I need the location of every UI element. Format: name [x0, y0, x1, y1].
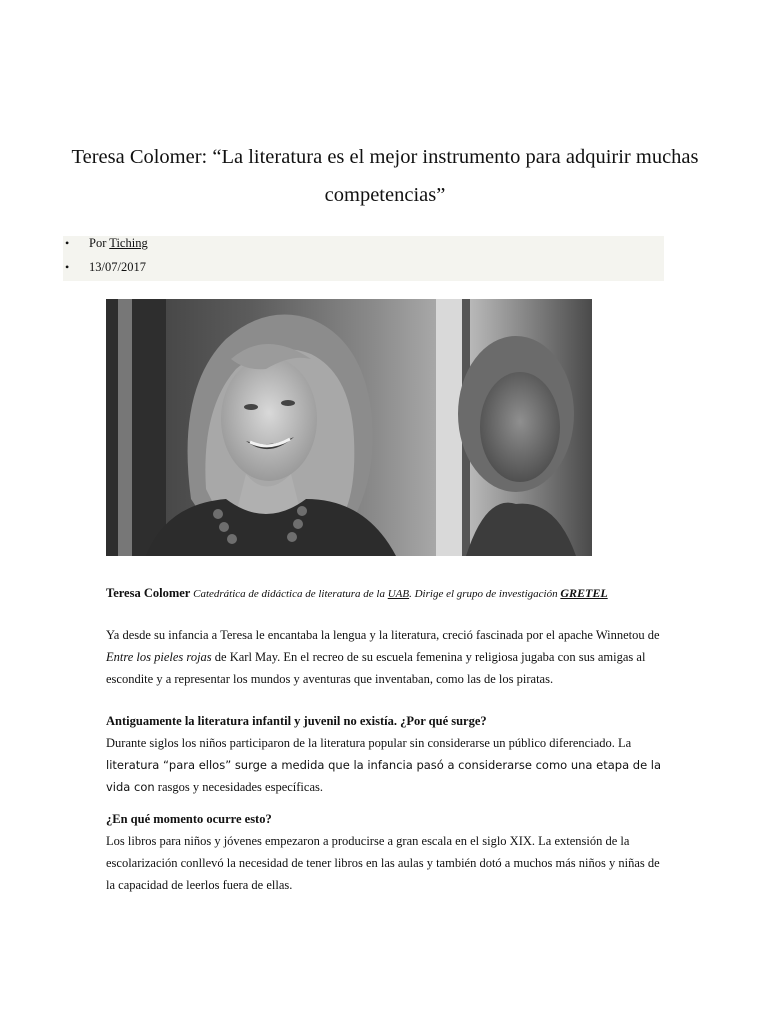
answer-1-part-1: Durante siglos los niños participaron de la literatura popular sin considerarse un público diferenciado. La [106, 736, 632, 750]
answer-2: Los libros para niños y jóvenes empezaron a producirse a gran escala en el siglo XIX. La extensión de la escolarización conllevó la necesidad de tener libros en las aulas y también dotó a muchos más niños y niñas de la capacidad de leerlos fuera de ellas. [106, 834, 660, 892]
author-link[interactable]: Tiching [109, 236, 148, 250]
caption-name: Teresa Colomer [106, 586, 191, 600]
portrait-image [106, 299, 592, 556]
book-title: Entre los pieles rojas [106, 650, 212, 664]
answer-1-part-2: rasgos y necesidades específicas. [154, 780, 323, 794]
article-meta [63, 236, 664, 281]
intro-paragraph [106, 624, 666, 690]
meta-author-item [89, 236, 148, 251]
uab-link[interactable]: UAB [387, 588, 410, 600]
gretel-link[interactable]: GRETEL [560, 586, 608, 600]
portrait-photo [106, 299, 592, 556]
meta-date-item: • 13/07/2017 [89, 260, 146, 275]
meta-by-prefix: Por [89, 236, 110, 250]
question-2: ¿En qué momento ocurre esto? [106, 812, 272, 826]
intro-line-1: Ya desde su infancia a Teresa le encantaba la lengua y la literatura, creció fascinada por el apache Winnetou de [106, 628, 660, 642]
question-1: Antiguamente la literatura infantil y juvenil no existía. ¿Por qué surge? [106, 714, 487, 728]
answer-1 [106, 732, 666, 798]
photo-caption [106, 585, 706, 602]
answer-1-part-sans: literatura “para ellos” surge a medida que la infancia pasó a considerarse como una etapa de la vida con [106, 758, 662, 794]
intro-line-2: de Karl May. En el recreo de su escuela femenina y religiosa jugaba con sus amigas al escondite y a representar los mundos y aventuras que inventaban, como las de los piratas. [106, 650, 646, 686]
caption-text-1: Catedrática de didáctica de literatura de la [190, 588, 388, 600]
caption-text-2: . Dirige el grupo de investigación [409, 588, 561, 600]
article-title: Teresa Colomer: “La literatura es el mejor instrumento para adquirir muchas competencias” [71, 146, 699, 206]
